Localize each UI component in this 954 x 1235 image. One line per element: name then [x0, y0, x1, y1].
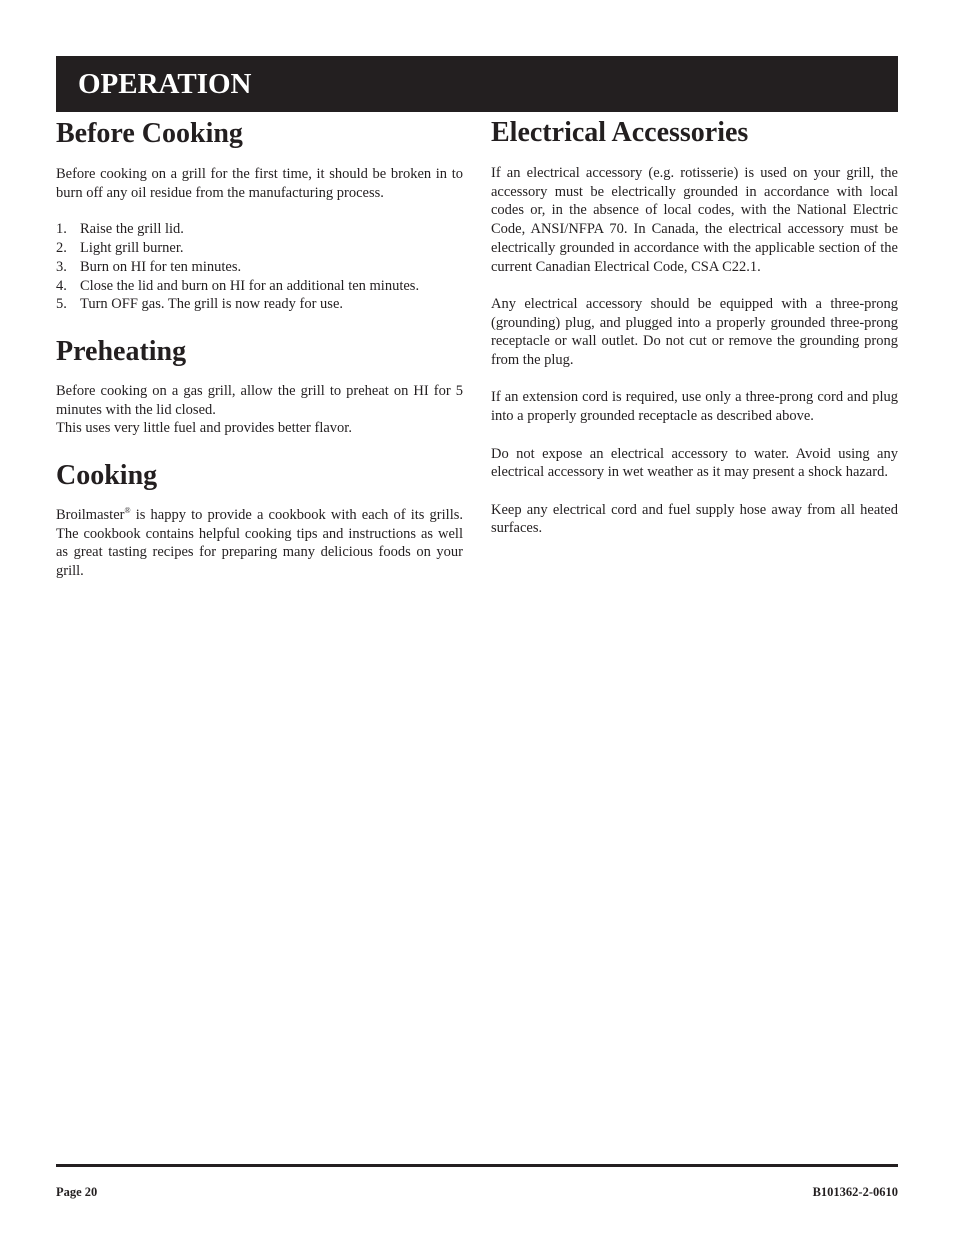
before-cooking-steps: [56, 220, 463, 314]
before-cooking-heading: Before Cooking: [56, 118, 243, 149]
cooking-text: [56, 506, 463, 581]
preheating-line-1: Before cooking on a gas grill, allow the grill to preheat on HI for 5 minutes with the lid closed.: [56, 382, 463, 418]
list-item: [56, 277, 463, 296]
cooking-description: is happy to provide a cookbook with each of its grills. The cookbook contains helpful cooking tips and instructions as well as great tasting recipes for preparing many delicious foods on your grill.: [56, 507, 463, 580]
electrical-paragraph-4: Do not expose an electrical accessory to water. Avoid using any electrical accessory in wet weather as it may present a shock hazard.: [491, 445, 898, 481]
list-item: [56, 258, 463, 277]
list-item: [56, 295, 463, 314]
footer-divider: [56, 1164, 898, 1167]
step-text: Turn OFF gas. The grill is now ready for use.: [80, 296, 344, 313]
step-number: 2.: [56, 240, 67, 257]
step-number: 5.: [56, 296, 67, 313]
left-column: [56, 112, 463, 581]
brand-name: Broilmaster: [56, 507, 125, 524]
document-code: B101362-2-0610: [812, 1185, 898, 1199]
list-item: [56, 239, 463, 258]
step-text: Burn on HI for ten minutes.: [80, 258, 242, 275]
electrical-accessories-heading: Electrical Accessories: [491, 117, 749, 148]
step-text: Raise the grill lid.: [80, 221, 184, 238]
electrical-paragraph-2: Any electrical accessory should be equipped with a three-prong (grounding) plug, and plugged into a properly grounded three-prong receptacle or wall outlet. Do not cut or remove the grounding prong from the plug.: [491, 295, 898, 369]
preheating-heading: Preheating: [56, 335, 187, 367]
section-banner: [56, 56, 898, 112]
step-text: Light grill burner.: [80, 240, 184, 257]
preheating-line-2: This uses very little fuel and provides better flavor.: [56, 420, 352, 437]
list-item: [56, 220, 463, 239]
registered-mark: ®: [124, 506, 131, 516]
electrical-paragraph-1: If an electrical accessory (e.g. rotisserie) is used on your grill, the accessory must be electrically grounded in accordance with local codes or, in the absence of local codes, with the National Electric Code, ANSI/NFPA 70. In Canada, the electrical accessory must be electrically grounded in accordance with the applicable section of the current Canadian Electrical Code, CSA C22.1.: [491, 165, 898, 275]
before-cooking-intro: Before cooking on a grill for the first time, it should be broken in to burn off any oil residue from the manufacturing process.: [56, 166, 463, 201]
cooking-heading: Cooking: [56, 460, 158, 492]
electrical-paragraph-3: If an extension cord is required, use only a three-prong cord and plug into a properly grounded receptacle as described above.: [491, 389, 898, 425]
right-column: [491, 112, 898, 538]
section-title: OPERATION: [78, 68, 252, 100]
page-number: Page 20: [56, 1185, 98, 1199]
preheating-text: [56, 382, 463, 438]
step-number: 3.: [56, 258, 67, 275]
step-number: 4.: [56, 277, 67, 294]
step-number: 1.: [56, 221, 67, 238]
step-text: Close the lid and burn on HI for an additional ten minutes.: [80, 277, 420, 294]
electrical-paragraph-5: Keep any electrical cord and fuel supply hose away from all heated surfaces.: [491, 501, 898, 537]
